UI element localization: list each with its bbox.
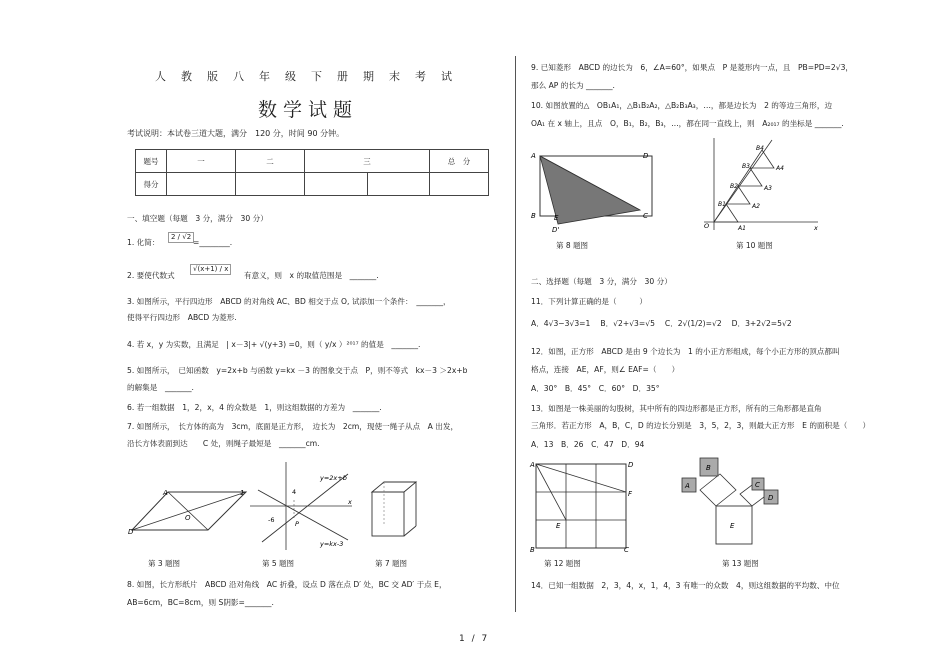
svg-text:A2: A2 <box>752 203 760 210</box>
svg-text:B: B <box>531 212 536 220</box>
svg-text:E: E <box>730 522 735 530</box>
score-header-cell: 三 <box>305 150 430 173</box>
svg-text:A: A <box>163 489 168 497</box>
section2-heading: 二、选择题（每题 3 分，满分 30 分） <box>531 277 672 286</box>
svg-text:C: C <box>624 546 629 552</box>
q4-text: 4. 若 x，y 为实数，且满足 | x－3|+ √(y+3) =0，则（ y/x ）²⁰¹⁷ 的值是 _______. <box>127 340 421 349</box>
score-cell <box>236 173 305 196</box>
q14-text: 14．已知一组数据 2，3，4，x，1，4，3 有唯一的众数 4，则这组数据的平均数、中位 <box>531 581 840 590</box>
q3-text-2: 使得平行四边形 ABCD 为菱形. <box>127 313 237 322</box>
page-number: 1 / 7 <box>459 634 490 644</box>
fig5-caption: 第 5 题图 <box>262 559 295 568</box>
fig10-caption: 第 10 题图 <box>736 241 773 250</box>
svg-text:D: D <box>643 152 649 160</box>
q1-fraction: 2 / √2 <box>168 231 194 243</box>
svg-text:1: 1 <box>240 489 245 497</box>
svg-text:-6: -6 <box>268 516 275 524</box>
q10-text: 10. 如图放置的△ OB₁A₁，△B₁B₂A₂，△B₂B₃A₃，…，都是边长为 2 的等边三角形，边 <box>531 101 833 110</box>
fig12-caption: 第 12 题图 <box>544 559 581 568</box>
q11-text: 11．下列计算正确的是（ ） <box>531 297 647 306</box>
score-row-label: 得分 <box>136 173 167 196</box>
svg-text:A: A <box>531 152 536 160</box>
q13-text-2: 三角形．若正方形 A，B，C，D 的边长分别是 3，5，2，3，则最大正方形 E 的面积是（ ） <box>531 421 871 430</box>
q2-blank: 有意义，则 x 的取值范围是 _______. <box>244 271 379 280</box>
section1-heading: 一、填空题（每题 3 分，满分 30 分） <box>127 214 268 223</box>
svg-text:O: O <box>704 222 710 230</box>
svg-text:D: D <box>128 528 134 536</box>
q13-text: 13．如图是一株美丽的勾股树，其中所有的四边形都是正方形，所有的三角形都是直角 <box>531 404 822 413</box>
svg-text:E: E <box>556 522 561 530</box>
q2-expression: √(x+1) / x <box>190 263 231 275</box>
fig7-caption: 第 7 题图 <box>375 559 408 568</box>
svg-text:D: D <box>628 461 634 469</box>
fig5-line-graph <box>248 460 360 552</box>
svg-text:y=kx-3: y=kx-3 <box>320 540 344 548</box>
score-cell <box>367 173 430 196</box>
svg-text:P: P <box>295 520 299 528</box>
q6-text: 6. 若一组数据 1，2，x，4 的众数是 1，则这组数据的方差为 _______. <box>127 403 382 412</box>
fig3-parallelogram <box>128 486 248 536</box>
svg-text:B: B <box>530 546 535 552</box>
score-cell <box>305 173 368 196</box>
q8-text-2: AB=6cm，BC=8cm，则 S阴影=_______. <box>127 598 274 607</box>
svg-text:x: x <box>348 498 352 506</box>
svg-text:C: C <box>755 481 760 489</box>
q10-text-2: OA₁ 在 x 轴上，且点 O，B₁，B₂，B₃，…，都在同一直线上，则 A₂₀₁₇ 的坐标是 _______. <box>531 119 844 128</box>
svg-text:B: B <box>706 464 711 472</box>
svg-text:A: A <box>530 461 535 469</box>
q11-options: A．4√3−3√3=1 B．√2+√3=√5 C．2√(1/2)=√2 D．3+2√2=5√2 <box>531 319 792 328</box>
score-header-cell: 一 <box>167 150 236 173</box>
score-header-cell: 题号 <box>136 150 167 173</box>
svg-text:A: A <box>685 482 690 490</box>
svg-text:D: D <box>768 494 774 502</box>
svg-text:4: 4 <box>292 488 297 496</box>
q13-options: A．13 B．26 C．47 D．94 <box>531 440 645 449</box>
score-cell <box>167 173 236 196</box>
svg-text:B1: B1 <box>718 201 726 208</box>
q12-options: A．30° B．45° C．60° D．35° <box>531 384 660 393</box>
fig8-folded-rectangle <box>528 148 660 234</box>
svg-text:A3: A3 <box>764 185 772 192</box>
q5-text-2: 的解集是 _______. <box>127 383 194 392</box>
exam-title: 人教版八年级下册期末考试 <box>155 70 467 83</box>
fig3-caption: 第 3 题图 <box>148 559 181 568</box>
svg-text:y=2x+b: y=2x+b <box>320 474 347 482</box>
svg-text:E: E <box>554 214 559 222</box>
q9-text-2: 那么 AP 的长为 _______. <box>531 81 615 90</box>
svg-text:x: x <box>814 224 818 232</box>
score-cell <box>430 173 489 196</box>
score-header-cell: 总 分 <box>430 150 489 173</box>
q1-text: 1. 化简： <box>127 238 160 247</box>
fig8-caption: 第 8 题图 <box>556 241 589 250</box>
svg-text:D': D' <box>552 226 560 234</box>
svg-text:B3: B3 <box>742 163 750 170</box>
q12-text-2: 格点，连接 AE，AF，则∠ EAF=（ ） <box>531 365 680 374</box>
q3-text: 3. 如图所示，平行四边形 ABCD 的对角线 AC、BD 相交于点 O, 试添加一个条件： _______， <box>127 297 451 306</box>
q1-blank: =________. <box>193 238 233 247</box>
column-divider <box>515 56 516 612</box>
q7-text: 7. 如图所示， 长方体的高为 3cm，底面是正方形， 边长为 2cm，现使一绳子从点 A 出发， <box>127 422 459 431</box>
q2-text: 2. 要使代数式 <box>127 271 175 280</box>
q8-text: 8. 如图，长方形纸片 ABCD 沿对角线 AC 折叠，设点 D 落在点 D′ 处，BC 交 AD′ 于点 E， <box>127 580 447 589</box>
svg-text:O: O <box>185 514 191 522</box>
exam-instructions: 考试说明：本试卷三道大题，满分 120 分，时间 90 分钟。 <box>127 129 345 138</box>
subject-title: 数学试题 <box>258 99 359 121</box>
q12-text: 12．如图，正方形 ABCD 是由 9 个边长为 1 的小正方形组成，每个小正方形的顶点都叫 <box>531 347 840 356</box>
svg-text:A4: A4 <box>776 165 784 172</box>
q9-text: 9. 已知菱形 ABCD 的边长为 6，∠A=60°，如果点 P 是菱形内一点，且 PB=PD=2√3， <box>531 63 854 72</box>
fig12-grid <box>528 458 634 552</box>
q5-text: 5. 如图所示， 已知函数 y=2x+b 与函数 y=kx －3 的图象交于点 P，则不等式 kx－3 ＞2x+b <box>127 366 468 375</box>
fig13-caption: 第 13 题图 <box>722 559 759 568</box>
fig13-pythagoras-tree <box>680 456 782 552</box>
svg-text:A1: A1 <box>738 225 746 232</box>
score-table <box>135 149 489 196</box>
fig10-triangles <box>702 136 822 232</box>
fig7-cuboid <box>368 478 420 540</box>
svg-text:F: F <box>628 490 633 498</box>
svg-text:C: C <box>643 212 648 220</box>
svg-text:B2: B2 <box>730 183 738 190</box>
score-header-cell: 二 <box>236 150 305 173</box>
q7-text-2: 沿长方体表面到达 C 处，则绳子最短是 _______cm. <box>127 439 320 448</box>
svg-text:B4: B4 <box>756 145 764 152</box>
